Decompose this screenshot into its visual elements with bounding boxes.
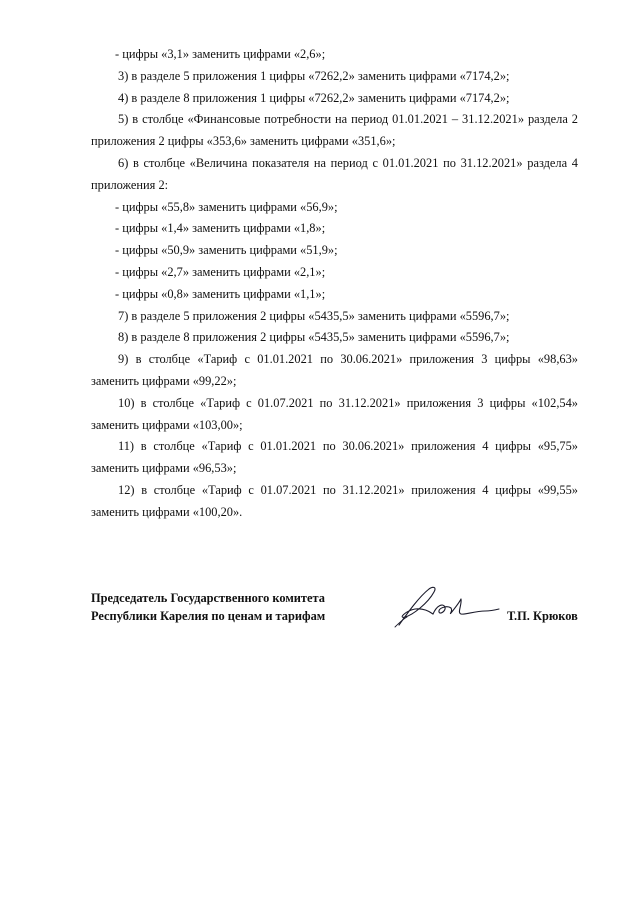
signature-scribble-icon [385,581,503,633]
paragraph-item: - цифры «0,8» заменить цифрами «1,1»; [115,286,326,301]
paragraph-item: - цифры «3,1» заменить цифрами «2,6»; [115,47,326,61]
paragraph-item: - цифры «50,9» заменить цифрами «51,9»; [115,243,338,258]
paragraph-item: 8) в разделе 8 приложения 2 цифры «5435,5» заменить цифрами «5596,7»; [118,330,510,345]
paragraph-item: 11) в столбце «Тариф с 01.01.2021 по 30.06.2021» приложения 4 цифры «95,75» заменить цифрами «96,53»; [91,439,578,476]
paragraph-item: 4) в разделе 8 приложения 1 цифры «7262,2» заменить цифрами «7174,2»; [118,90,510,105]
signatory-name: Т.П. Крюков [507,609,578,623]
document-body [91,44,578,524]
paragraph-item: 10) в столбце «Тариф с 01.07.2021 по 31.12.2021» приложения 3 цифры «102,54» заменить цифрами «103,00»; [91,395,578,432]
signatory-title-line-2: Республики Карелия по ценам и тарифам [91,609,326,623]
signatory-title [91,589,391,625]
paragraph-item: - цифры «1,4» заменить цифрами «1,8»; [115,221,326,236]
paragraph-item: 12) в столбце «Тариф с 01.07.2021 по 31.12.2021» приложения 4 цифры «99,55» заменить цифрами «100,20». [91,482,578,519]
paragraph-item: - цифры «55,8» заменить цифрами «56,9»; [115,199,338,214]
signatory-title-line-1: Председатель Государственного комитета [91,591,325,605]
paragraph-item: 9) в столбце «Тариф с 01.01.2021 по 30.06.2021» приложения 3 цифры «98,63» заменить цифрами «99,22»; [91,352,578,388]
paragraph-item: 6) в столбце «Величина показателя на период с 01.01.2021 по 31.12.2021» раздела 4 приложения 2: [91,155,578,192]
paragraph-item: - цифры «2,7» заменить цифрами «2,1»; [115,264,326,279]
signature-block [91,589,591,649]
paragraph-item: 3) в разделе 5 приложения 1 цифры «7262,2» заменить цифрами «7174,2»; [118,68,510,83]
paragraph-item: 5) в столбце «Финансовые потребности на период 01.01.2021 – 31.12.2021» раздела 2 приложения 2 цифры «353,6» заменить цифрами «351,6»; [91,112,578,149]
paragraph-item: 7) в разделе 5 приложения 2 цифры «5435,5» заменить цифрами «5596,7»; [118,308,510,323]
